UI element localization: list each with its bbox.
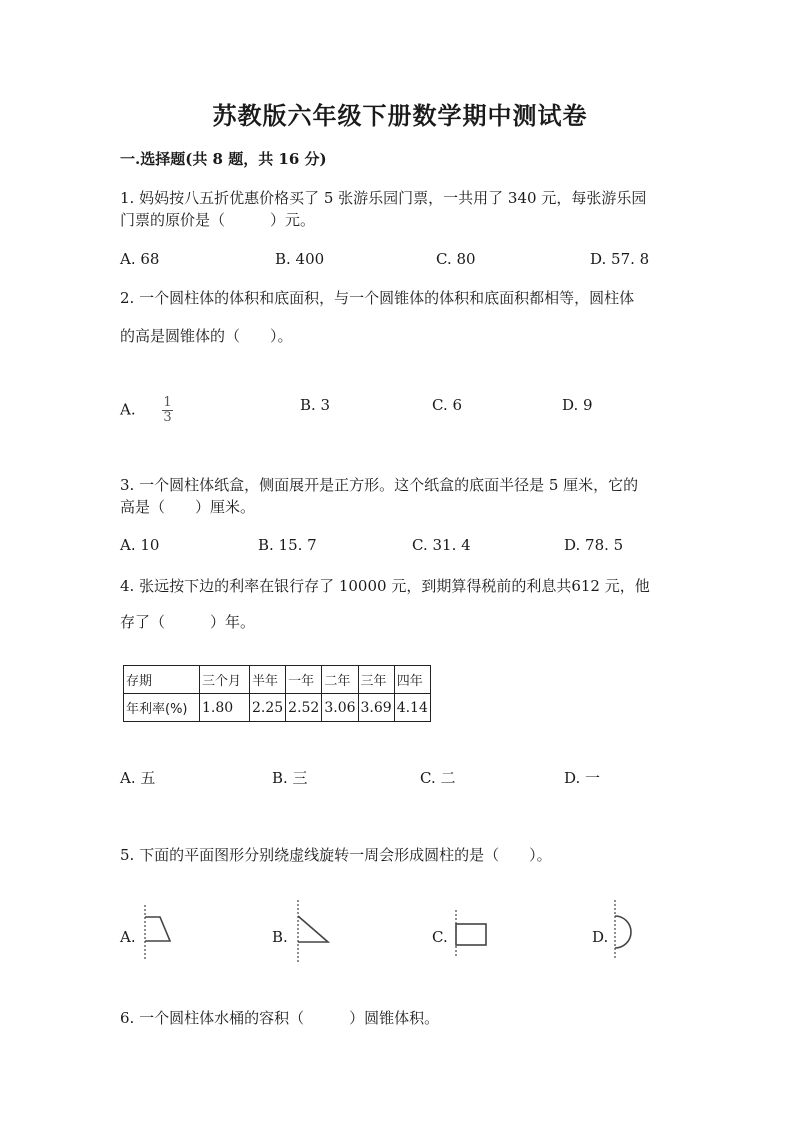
q2-option-a-label: A. — [120, 400, 136, 419]
table-header-row — [124, 666, 431, 694]
question-6-line-1: 6. 一个圆柱体水桶的容积（ ）圆锥体积。 — [120, 1009, 440, 1027]
q1-option-d[interactable]: D. 57. 8 — [590, 250, 650, 268]
table-cell: 2.25 — [250, 694, 286, 722]
trapezoid-figure — [138, 903, 178, 963]
table-cell: 一年 — [286, 666, 322, 694]
table-cell: 3.69 — [358, 694, 394, 722]
table-cell: 4.14 — [394, 694, 430, 722]
q3-option-b[interactable]: B. 15. 7 — [258, 536, 317, 554]
triangle-figure — [290, 898, 335, 966]
q1-option-b[interactable]: B. 400 — [275, 250, 325, 268]
question-4-line-1: 4. 张远按下边的利率在银行存了 10000 元，到期算得税前的利息共612 元，他 — [120, 577, 650, 595]
question-1-line-1: 1. 妈妈按八五折优惠价格买了 5 张游乐园门票，一共用了 340 元，每张游乐园 — [120, 189, 647, 207]
table-cell: 三个月 — [200, 666, 250, 694]
q5-option-c[interactable]: C. — [432, 928, 448, 946]
fraction-denominator: 3 — [163, 410, 172, 425]
table-cell: 二年 — [322, 666, 358, 694]
table-cell: 半年 — [250, 666, 286, 694]
table-cell: 四年 — [394, 666, 430, 694]
section-heading: 一.选择题(共 8 题，共 16 分) — [120, 150, 327, 168]
q2-option-c[interactable]: C. 6 — [432, 396, 463, 414]
q3-option-a[interactable]: A. 10 — [120, 536, 160, 554]
rectangle-figure — [450, 908, 495, 960]
question-2-line-2: 的高是圆锥体的（ ）。 — [120, 327, 293, 345]
table-cell: 三年 — [358, 666, 394, 694]
fraction-numerator: 1 — [163, 395, 172, 410]
table-row — [124, 694, 431, 722]
table-cell: 年利率(%) — [124, 694, 200, 722]
q2-option-b[interactable]: B. 3 — [300, 396, 331, 414]
q5-option-d[interactable]: D. — [592, 928, 609, 946]
q4-option-b[interactable]: B. 三 — [272, 769, 308, 787]
q5-option-b[interactable]: B. — [272, 928, 288, 946]
semicircle-figure — [608, 898, 643, 962]
page-title: 苏教版六年级下册数学期中测试卷 — [212, 101, 588, 130]
q3-option-c[interactable]: C. 31. 4 — [412, 536, 471, 554]
q4-option-d[interactable]: D. 一 — [564, 769, 601, 787]
question-4-line-2: 存了（ ）年。 — [120, 613, 256, 631]
q2-option-d[interactable]: D. 9 — [562, 396, 593, 414]
question-5-line-1: 5. 下面的平面图形分别绕虚线旋转一周会形成圆柱的是（ ）。 — [120, 846, 552, 864]
question-3-line-2: 高是（ ）厘米。 — [120, 498, 256, 516]
table-cell: 2.52 — [286, 694, 322, 722]
question-1-line-2: 门票的原价是（ ）元。 — [120, 211, 316, 229]
one-third-fraction — [162, 396, 172, 425]
question-3-line-1: 3. 一个圆柱体纸盒，侧面展开是正方形。这个纸盒的底面半径是 5 厘米，它的 — [120, 476, 639, 494]
table-cell: 3.06 — [322, 694, 358, 722]
q2-option-a[interactable] — [120, 396, 173, 425]
question-2-line-1: 2. 一个圆柱体的体积和底面积，与一个圆锥体的体积和底面积都相等，圆柱体 — [120, 289, 635, 307]
q5-option-a[interactable]: A. — [120, 928, 136, 946]
q4-option-c[interactable]: C. 二 — [420, 769, 456, 787]
table-cell: 存期 — [124, 666, 200, 694]
q1-option-a[interactable]: A. 68 — [120, 250, 160, 268]
q1-option-c[interactable]: C. 80 — [436, 250, 476, 268]
q4-option-a[interactable]: A. 五 — [120, 769, 156, 787]
table-cell: 1.80 — [200, 694, 250, 722]
q3-option-d[interactable]: D. 78. 5 — [564, 536, 624, 554]
interest-rate-table — [123, 665, 431, 722]
